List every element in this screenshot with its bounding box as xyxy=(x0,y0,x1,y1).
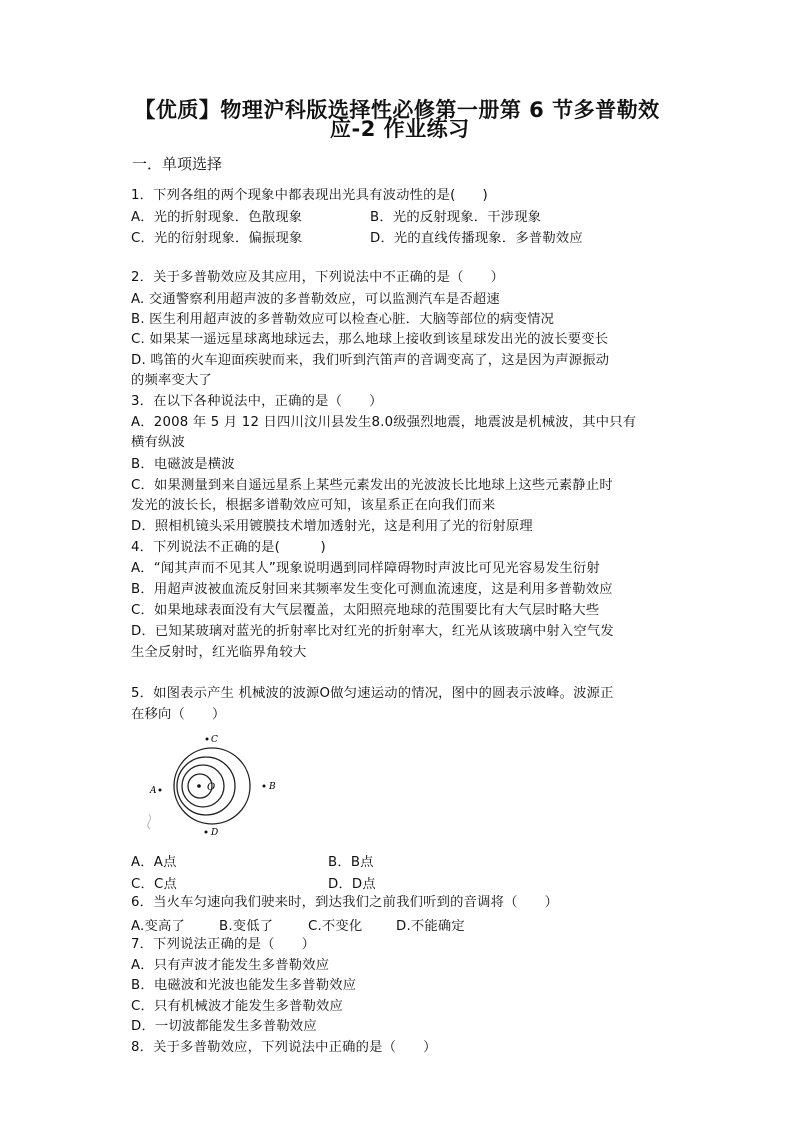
q4-option-d-line2: 生全反射时，红光临界角较大 xyxy=(131,645,307,660)
q6-option-d: D.不能确定 xyxy=(396,919,465,934)
q7-option-a: A．只有声波才能发生多普勒效应 xyxy=(131,958,330,973)
label-c: C xyxy=(211,735,218,745)
q6-option-b: B.变低了 xyxy=(219,919,274,934)
q5-option-a: A．A点 xyxy=(131,855,177,870)
q3-option-c-line2: 发光的波长长，根据多谱勒效应可知，该星系正在向我们而来 xyxy=(131,498,496,513)
q1-option-d: D．光的直线传播现象．多普勒效应 xyxy=(370,231,583,246)
q3-option-a-line2: 横有纵波 xyxy=(131,435,185,450)
q5-option-c: C．C点 xyxy=(131,877,177,892)
q7-option-c: C．只有机械波才能发生多普勒效应 xyxy=(131,999,343,1014)
q7-option-b: B．电磁波和光波也能发生多普勒效应 xyxy=(131,978,357,993)
scan-mark xyxy=(148,814,151,829)
q2-option-d-line1: D. 鸣笛的火车迎面疾驶而来，我们听到汽笛声的音调变高了，这是因为声源振动 xyxy=(131,353,610,368)
q5-stem-line2: 在移向（ ） xyxy=(131,707,226,722)
q2-option-d-line2: 的频率变大了 xyxy=(131,373,212,388)
q5-option-d: D．D点 xyxy=(328,877,376,892)
q6-stem: 6．当火车匀速向我们驶来时，到达我们之前我们听到的音调将（ ） xyxy=(131,895,559,910)
q1-option-a: A．光的折射现象．色散现象 xyxy=(131,210,303,225)
q3-stem: 3．在以下各种说法中，正确的是（ ） xyxy=(131,394,383,409)
q3-option-a-line1: A．2008 年 5 月 12 日四川汶川县发生8.0级强烈地震，地震波是机械波，其中只有 xyxy=(131,415,637,430)
q6-option-a: A.变高了 xyxy=(131,919,185,934)
doc-title-line2-visible: 应-2 作业练习 xyxy=(330,117,470,141)
q7-option-d: D．一切波都能发生多普勒效应 xyxy=(131,1019,317,1034)
q4-option-b: B．用超声波被血流反射回来其频率发生变化可测血流速度，这是利用多普勒效应 xyxy=(131,582,613,597)
q1-option-b: B．光的反射现象．干涉现象 xyxy=(370,210,542,225)
label-b: B xyxy=(269,782,276,792)
section-heading: 一．单项选择 xyxy=(132,155,223,173)
q3-option-b: B．电磁波是横波 xyxy=(131,457,235,472)
q8-stem: 8．关于多普勒效应，下列说法中正确的是（ ） xyxy=(131,1040,437,1055)
q1-stem: 1．下列各组的两个现象中都表现出光具有波动性的是( ) xyxy=(131,188,488,203)
q2-option-b: B. 医生利用超声波的多普勒效应可以检查心脏．大脑等部位的病变情况 xyxy=(131,312,555,327)
q3-option-c-line1: C．如果测量到来自遥远星系上某些元素发出的光波波长比地球上这些元素静止时 xyxy=(131,478,613,493)
label-o: O xyxy=(207,782,216,793)
source-point-o xyxy=(197,784,201,788)
point-d-dot xyxy=(205,831,208,834)
wave-circles-figure xyxy=(140,728,290,843)
q5-stem-line1: 5．如图表示产生 机械波的波源O做匀速运动的情况，图中的圆表示波峰。波源正 xyxy=(131,686,614,701)
q2-stem: 2．关于多普勒效应及其应用，下列说法中不正确的是（ ） xyxy=(131,270,505,285)
label-a: A xyxy=(150,786,157,796)
point-b-dot xyxy=(263,785,266,788)
q7-stem: 7．下列说法正确的是（ ） xyxy=(131,937,316,952)
q4-stem: 4．下列说法不正确的是( ) xyxy=(131,540,326,555)
q5-option-b: B．B点 xyxy=(328,855,374,870)
q2-option-c: C. 如果某一遥远星球离地球远去，那么地球上接收到该星球发出光的波长要变长 xyxy=(131,332,609,347)
q4-option-a: A．“闻其声而不见其人”现象说明遇到同样障碍物时声波比可见光容易发生衍射 xyxy=(131,561,600,576)
q4-option-c: C．如果地球表面没有大气层覆盖，太阳照亮地球的范围要比有大气层时略大些 xyxy=(131,603,600,618)
q4-option-d-line1: D．已知某玻璃对蓝光的折射率比对红光的折射率大，红光从该玻璃中射入空气发 xyxy=(131,624,614,639)
point-c-dot xyxy=(206,738,209,741)
q2-option-a: A. 交通警察利用超声波的多普勒效应，可以监测汽车是否超速 xyxy=(131,292,500,307)
doc-title-line1: 【优质】物理沪科版选择性必修第一册第 6 节多普勒效 xyxy=(134,98,660,122)
q1-option-c: C．光的衍射现象．偏振现象 xyxy=(131,231,303,246)
q3-option-d: D．照相机镜头采用镀膜技术增加透射光，这是利用了光的衍射原理 xyxy=(131,519,533,534)
label-d: D xyxy=(211,828,219,838)
point-a-dot xyxy=(159,789,162,792)
q6-option-c: C.不变化 xyxy=(308,919,363,934)
